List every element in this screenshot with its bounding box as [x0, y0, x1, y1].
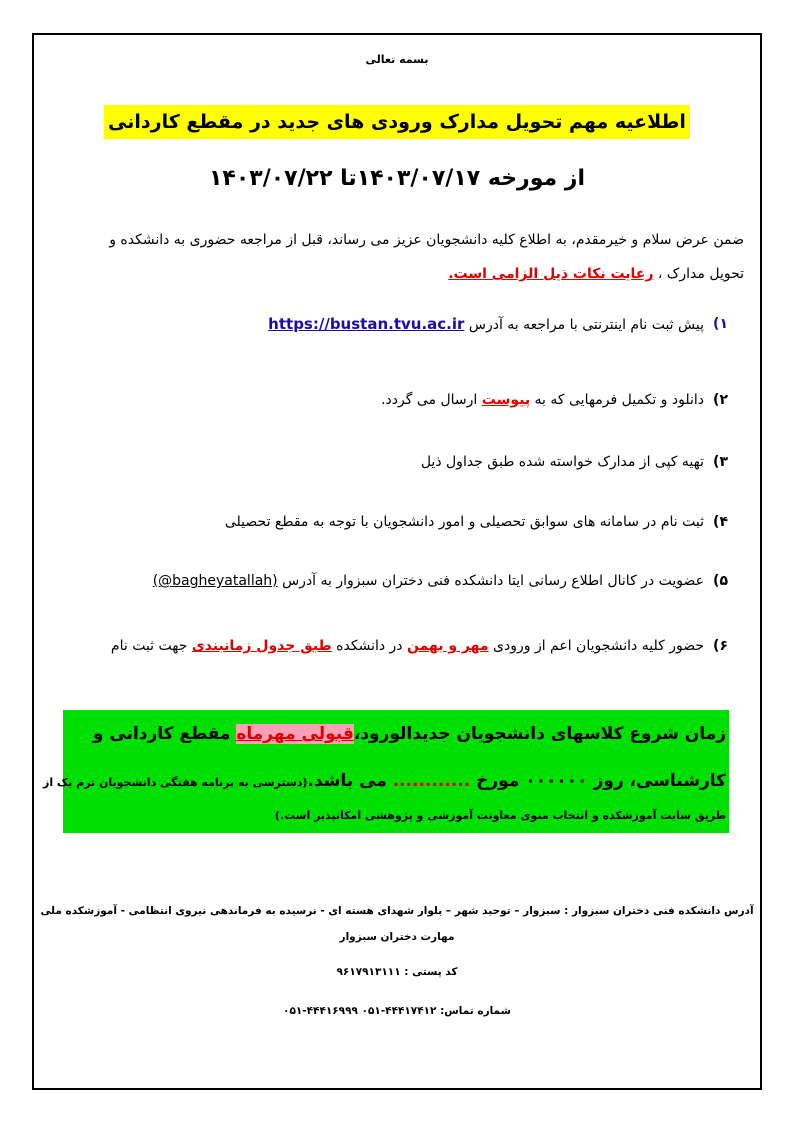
date-placeholder: ............ — [392, 771, 471, 791]
item-6-text-mid: در دانشکده — [331, 638, 407, 654]
item-text: تهیه کپی از مدارک خواسته شده طبق جداول ذیل — [420, 454, 704, 470]
item-text: ثبت نام در سامانه های سوابق تحصیلی و امور دانشجویان با توجه به مقطع تحصیلی — [224, 514, 704, 530]
notice-line-1-end: مقطع کاردانی و — [92, 724, 237, 744]
item-6-text-before: حضور کلیه دانشجویان اعم از ورودی — [488, 638, 704, 654]
mehr-acceptance-emphasis: قبولی مهرماه — [236, 724, 354, 744]
item-number: ۵) — [713, 573, 728, 589]
intake-emphasis: مهر و بهمن — [407, 638, 489, 654]
item-number: ۶) — [713, 638, 728, 654]
list-item — [48, 452, 728, 472]
item-number: ۲) — [713, 392, 728, 408]
item-number: ۱) — [713, 316, 728, 332]
eitaa-channel-handle[interactable]: (@bagheyatallah) — [152, 573, 278, 589]
item-text — [48, 636, 704, 656]
intro-emphasis: رعایت نکات ذیل الزامی است. — [448, 266, 654, 282]
notice-line-2-start: کارشناسی، روز ۰۰۰۰۰۰ مورخ — [470, 771, 726, 791]
intro-line-2 — [44, 264, 744, 284]
list-item — [48, 512, 728, 532]
list-item — [48, 636, 728, 656]
intro-line-1: ضمن عرض سلام و خیرمقدم، به اطلاع کلیه دانشجویان عزیز می رساند، قبل از مراجعه حضوری به دانشکده و — [109, 232, 744, 248]
item-number: ۴) — [713, 514, 728, 530]
date-range: از مورخه ۱۴۰۳/۰۷/۱۷تا ۱۴۰۳/۰۷/۲۲ — [209, 166, 585, 191]
intro-line-2-start: تحویل مدارک ، — [653, 266, 744, 282]
notice-line-2-mid: می باشد. — [307, 771, 393, 791]
title-container — [0, 105, 794, 139]
list-item — [48, 314, 728, 335]
item-text — [48, 314, 704, 335]
item-text — [48, 390, 704, 410]
item-number: ۳) — [713, 454, 728, 470]
item-6-text-after: جهت ثبت نام — [110, 638, 192, 654]
list-item — [48, 571, 728, 591]
list-item — [48, 390, 728, 410]
notice-line-2 — [43, 768, 726, 796]
item-text — [48, 571, 704, 591]
announcement-title: اطلاعیه مهم تحویل مدارک ورودی های جدید در مقطع کاردانی — [104, 105, 690, 139]
item-5-text: عضویت در کانال اطلاع رسانی ایتا دانشکده فنی دختران سبزوار به آدرس — [277, 573, 704, 589]
phone-numbers: شماره تماس: ۴۴۴۱۷۴۱۲-۰۵۱ ۴۴۴۱۶۹۹۹-۰۵۱ — [283, 1005, 511, 1017]
address-line-1: آدرس دانشکده فنی دختران سبزوار : سبزوار – توحید شهر – بلوار شهدای هسته ای - نرسیده به فرماندهی نیروی انتظامی - آموزشکده ملی — [40, 905, 754, 917]
item-1-text: پیش ثبت نام اینترنتی با مراجعه به آدرس — [464, 317, 704, 333]
item-2-text-after: ارسال می گردد. — [381, 392, 482, 408]
address-line-2: مهارت دختران سبزوار — [339, 931, 455, 943]
notice-line-1 — [93, 721, 726, 747]
notice-line-1-start: زمان شروع کلاسهای دانشجویان جدیدالورود، — [353, 724, 726, 744]
portal-link[interactable]: https://bustan.tvu.ac.ir — [268, 315, 465, 333]
notice-line-2-small: (دسترسی به برنامه هفتگی دانشجویان ترم یک از — [42, 776, 308, 789]
attachment-emphasis: پیوست — [481, 392, 531, 408]
notice-line-3: طریق سایت آموزشکده و انتخاب منوی معاونت آموزشی و پژوهشی امکانپذیر است.) — [274, 809, 726, 822]
item-2-text-before: دانلود و تکمیل فرمهایی که به — [530, 392, 704, 408]
postal-code: کد پستی : ۹۶۱۷۹۱۳۱۱۱ — [336, 966, 458, 978]
basmala: بسمه تعالی — [365, 53, 429, 66]
schedule-emphasis: طبق جدول زمانبندی — [191, 638, 332, 654]
